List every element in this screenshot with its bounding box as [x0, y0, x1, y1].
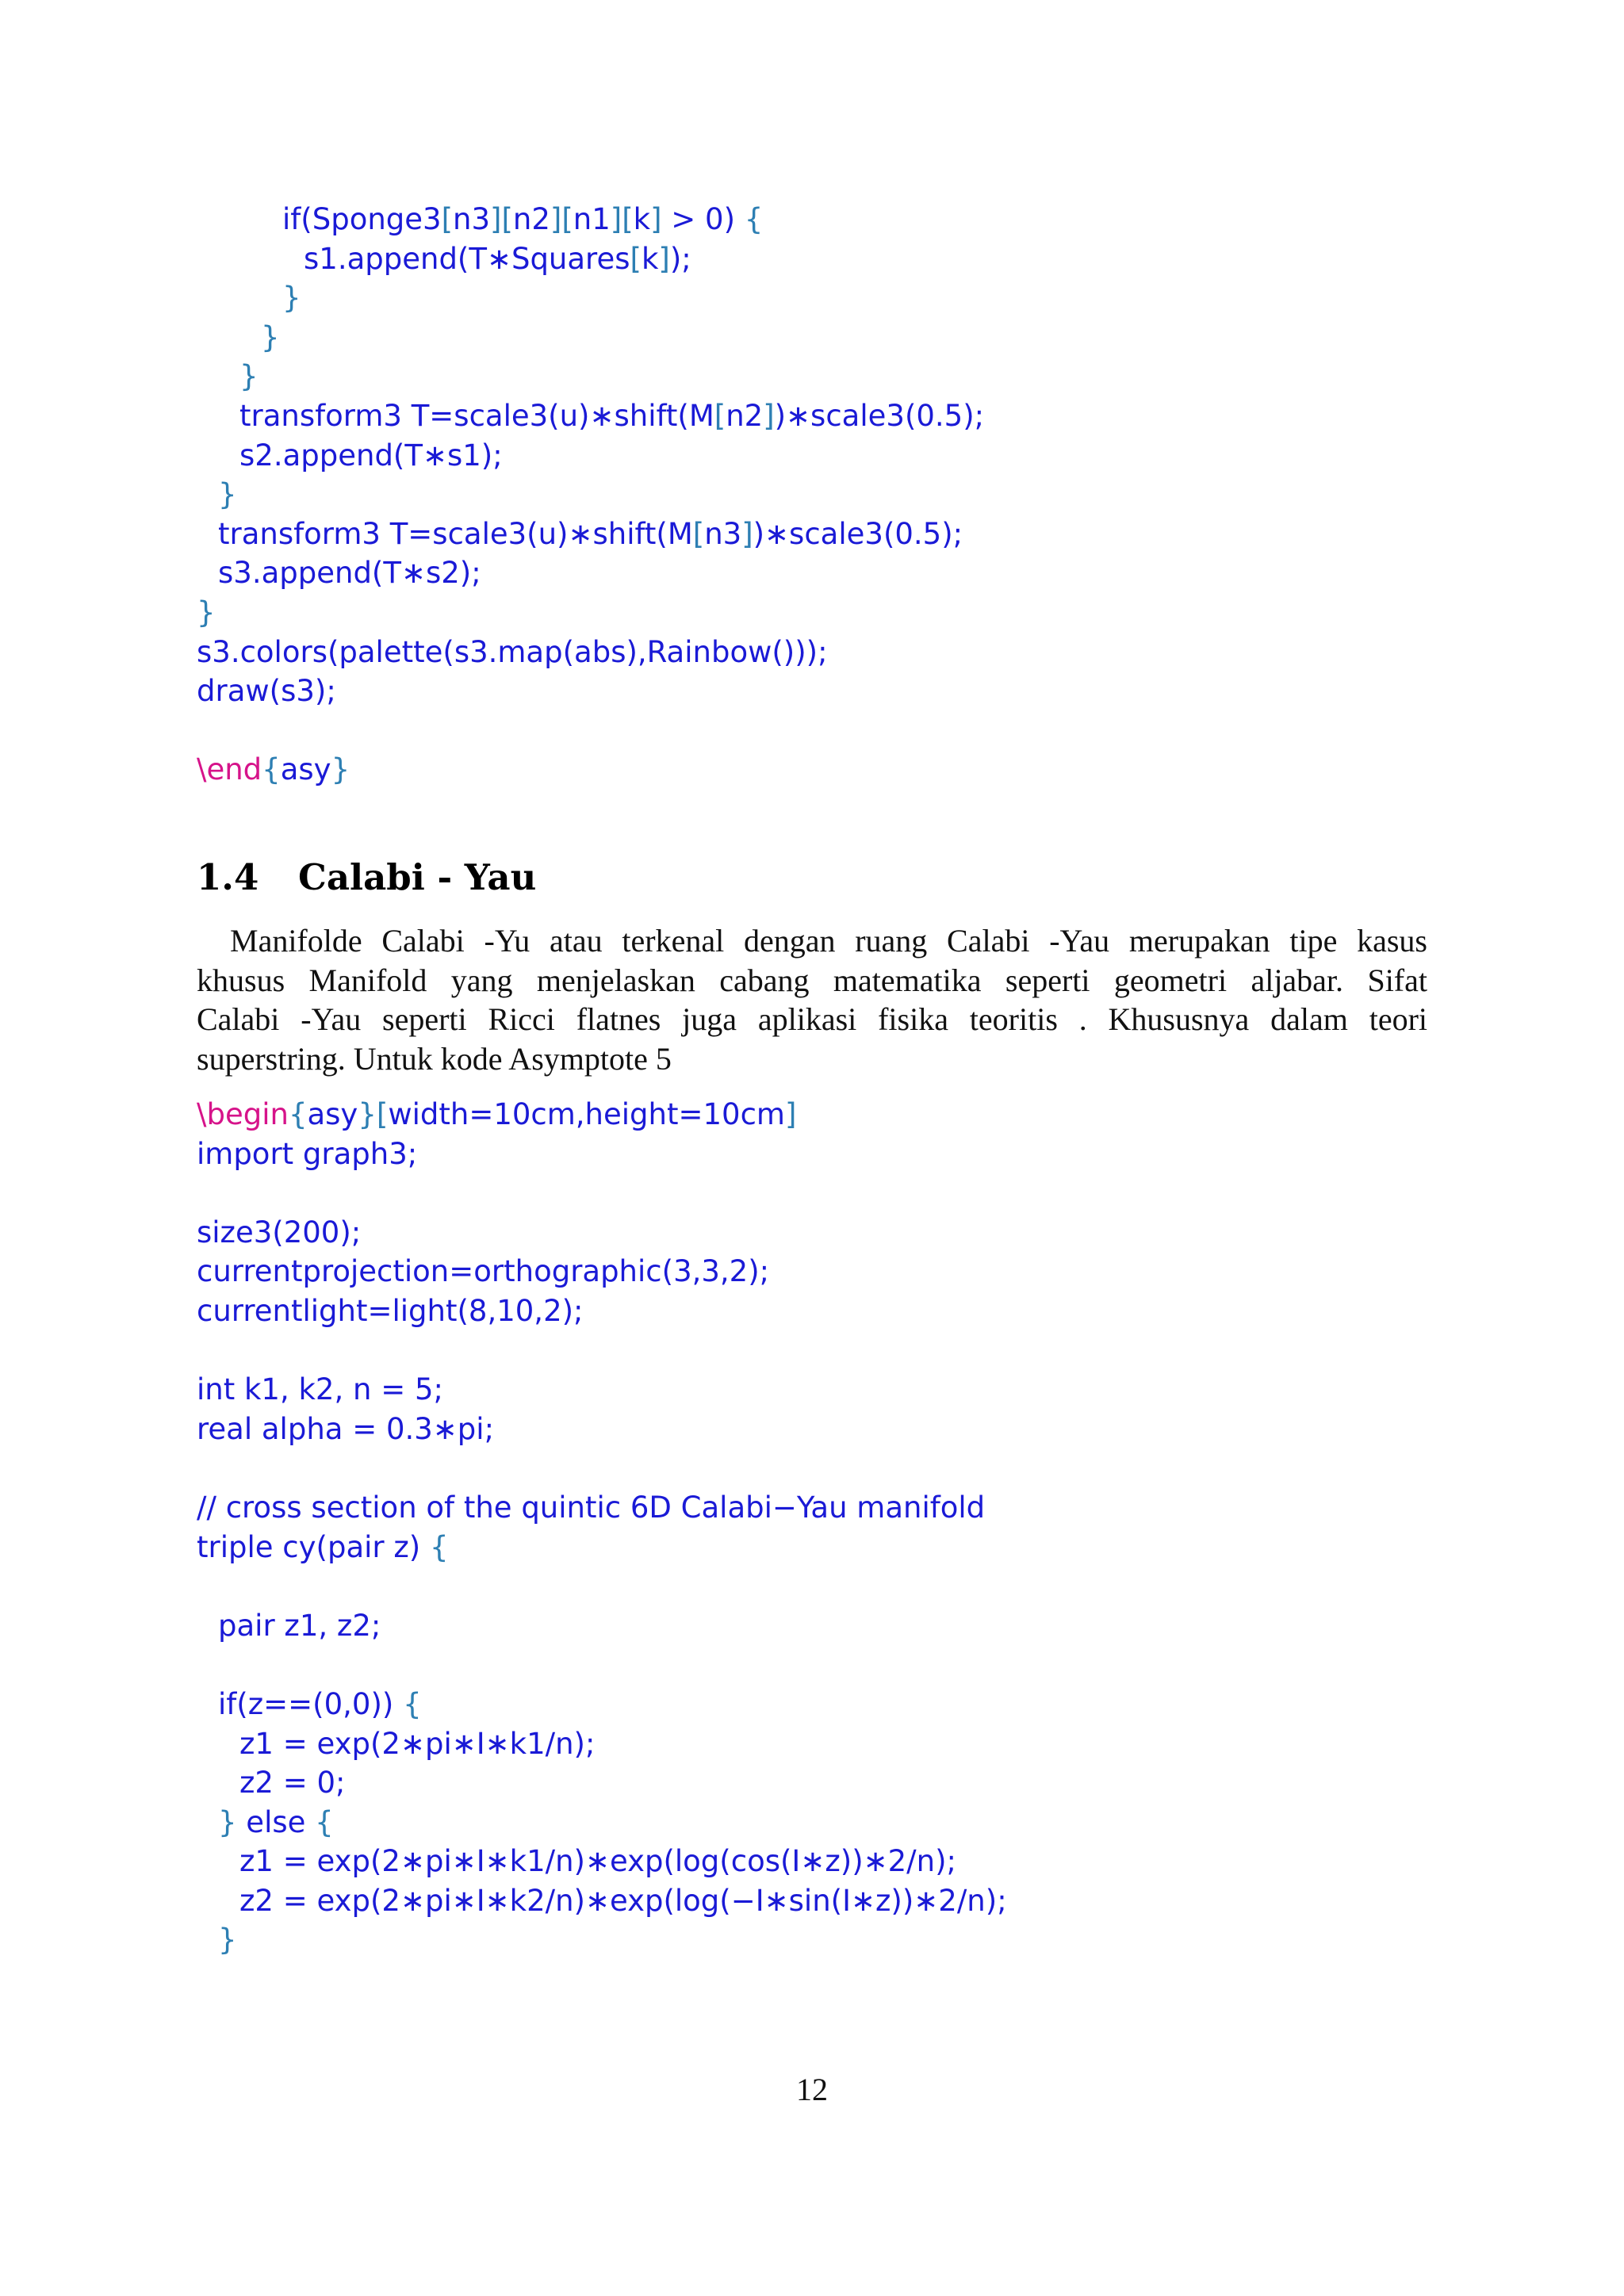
code-token: asy — [307, 1097, 358, 1131]
code-line — [197, 1173, 1007, 1213]
code-token: size3(200); — [197, 1215, 362, 1249]
code-token: s3.append(T∗s2); — [218, 556, 481, 591]
code-token: [ — [622, 202, 634, 236]
code-line — [197, 278, 984, 318]
code-token: z2 = 0; — [239, 1766, 346, 1800]
code-token: [ — [376, 1097, 389, 1131]
code-token: } — [282, 281, 301, 316]
code-token: } — [218, 477, 237, 512]
code-line — [197, 750, 984, 790]
code-token: currentprojection=orthographic(3,3,2); — [197, 1254, 770, 1289]
code-line — [197, 1685, 1007, 1724]
code-line — [197, 1606, 1007, 1646]
code-token: if(z==(0,0)) — [218, 1686, 404, 1721]
code-token: [ — [692, 516, 705, 551]
code-token: // cross section of the quintic 6D Calabi−Yau manifold — [197, 1490, 986, 1525]
code-line — [197, 711, 984, 751]
code-token: s3.colors(palette(s3.map(abs),Rainbow())); — [197, 634, 828, 669]
code-token: ] — [658, 241, 670, 276]
code-line — [197, 1763, 1007, 1803]
code-token: asy — [280, 752, 331, 787]
code-token: k — [641, 241, 659, 276]
code-line — [197, 1920, 1007, 1960]
code-token: [ — [441, 202, 454, 236]
code-token: ] — [784, 1097, 797, 1131]
code-line — [197, 239, 984, 279]
code-line — [197, 1488, 1007, 1528]
code-token: real alpha = 0.3∗pi; — [197, 1411, 495, 1446]
code-line — [197, 436, 984, 476]
code-token: import graph3; — [197, 1136, 418, 1171]
code-token: ] — [741, 516, 753, 551]
code-token: int k1, k2, n = 5; — [197, 1372, 443, 1407]
code-line — [197, 553, 984, 593]
code-line — [197, 1331, 1007, 1371]
code-token: )∗scale3(0.5); — [774, 398, 985, 433]
code-token: s1.append(T∗Squares — [304, 241, 630, 276]
section-number: 1.4 — [197, 856, 259, 898]
code-token: { — [403, 1686, 422, 1721]
code-token: n3 — [704, 516, 742, 551]
body-paragraph — [197, 921, 1427, 1078]
code-token: draw(s3); — [197, 674, 336, 709]
code-token: { — [315, 1804, 334, 1839]
section-title: Calabi - Yau — [298, 856, 537, 898]
code-line — [197, 1724, 1007, 1764]
paragraph-line: superstring. Untuk kode Asymptote 5 — [197, 1040, 672, 1077]
code-token: ] — [550, 202, 562, 236]
code-token: } — [358, 1097, 377, 1131]
code-token: } — [218, 1804, 237, 1839]
code-token: transform3 T=scale3(u)∗shift(M — [218, 516, 693, 551]
code-token: k — [633, 202, 651, 236]
code-token: [ — [561, 202, 573, 236]
paragraph-line: khusus Manifold yang menjelaskan cabang matematika seperti geometri aljabar. Sifat — [197, 962, 1427, 998]
code-token: { — [262, 752, 281, 787]
code-token: ); — [669, 241, 691, 276]
code-token: [ — [714, 398, 726, 433]
code-token: \begin — [197, 1097, 289, 1131]
code-token: else — [236, 1804, 316, 1839]
code-token: \end — [197, 752, 262, 787]
code-line — [197, 475, 984, 515]
code-line — [197, 633, 984, 672]
code-token: } — [239, 359, 259, 394]
code-line — [197, 1410, 1007, 1449]
section-heading — [197, 856, 536, 898]
code-token: ] — [650, 202, 662, 236]
code-line — [197, 1252, 1007, 1292]
code-token: > 0) — [661, 202, 745, 236]
code-line — [197, 1135, 1007, 1174]
code-token: ] — [610, 202, 622, 236]
code-token: [ — [501, 202, 513, 236]
code-line — [197, 1881, 1007, 1921]
code-line — [197, 1803, 1007, 1843]
code-line — [197, 593, 984, 633]
code-line — [197, 1448, 1007, 1488]
code-token: n3 — [453, 202, 491, 236]
code-line — [197, 1528, 1007, 1567]
code-token: { — [744, 202, 764, 236]
code-line — [197, 1567, 1007, 1606]
code-token: s2.append(T∗s1); — [239, 438, 503, 473]
paragraph-line: Calabi -Yau seperti Ricci flatnes juga aplikasi fisika teoritis . Khususnya dalam teori — [197, 1001, 1427, 1038]
code-token: transform3 T=scale3(u)∗shift(M — [239, 398, 714, 433]
code-token: pair z1, z2; — [218, 1608, 381, 1643]
code-line — [197, 396, 984, 436]
code-line — [197, 1292, 1007, 1331]
code-token: { — [288, 1097, 308, 1131]
code-token: [ — [630, 241, 642, 276]
code-line — [197, 1095, 1007, 1135]
code-line — [197, 318, 984, 358]
code-line — [197, 515, 984, 554]
code-token: n1 — [573, 202, 611, 236]
code-block-asymptote-calabi-yau — [197, 1095, 1007, 1960]
code-line — [197, 1842, 1007, 1881]
page-number: 12 — [796, 2072, 828, 2107]
code-line — [197, 672, 984, 711]
code-block-asymptote-sponge — [197, 200, 984, 790]
code-token: } — [331, 752, 350, 787]
code-token: z2 = exp(2∗pi∗I∗k2/n)∗exp(log(−I∗sin(I∗z))∗2/n); — [239, 1883, 1007, 1918]
code-line — [197, 1370, 1007, 1410]
code-token: } — [218, 1923, 237, 1957]
code-line — [197, 1645, 1007, 1685]
code-token: { — [430, 1529, 449, 1564]
code-token: width=10cm,height=10cm — [388, 1097, 785, 1131]
paragraph-line: Manifolde Calabi -Yu atau terkenal dengan ruang Calabi -Yau merupakan tipe kasus — [230, 923, 1427, 959]
code-line — [197, 200, 984, 239]
code-token: )∗scale3(0.5); — [753, 516, 963, 551]
code-token: triple cy(pair z) — [197, 1529, 430, 1564]
code-token: if(Sponge3 — [282, 202, 442, 236]
code-token: n2 — [512, 202, 550, 236]
code-token: ] — [763, 398, 775, 433]
code-line — [197, 357, 984, 396]
code-line — [197, 1213, 1007, 1253]
code-token: } — [261, 320, 280, 354]
code-token: z1 = exp(2∗pi∗I∗k1/n); — [239, 1726, 596, 1761]
code-token: currentlight=light(8,10,2); — [197, 1293, 584, 1328]
code-token: n2 — [726, 398, 764, 433]
code-token: } — [197, 595, 216, 629]
code-token: z1 = exp(2∗pi∗I∗k1/n)∗exp(log(cos(I∗z))∗2/n); — [239, 1844, 956, 1879]
code-token: ] — [490, 202, 502, 236]
